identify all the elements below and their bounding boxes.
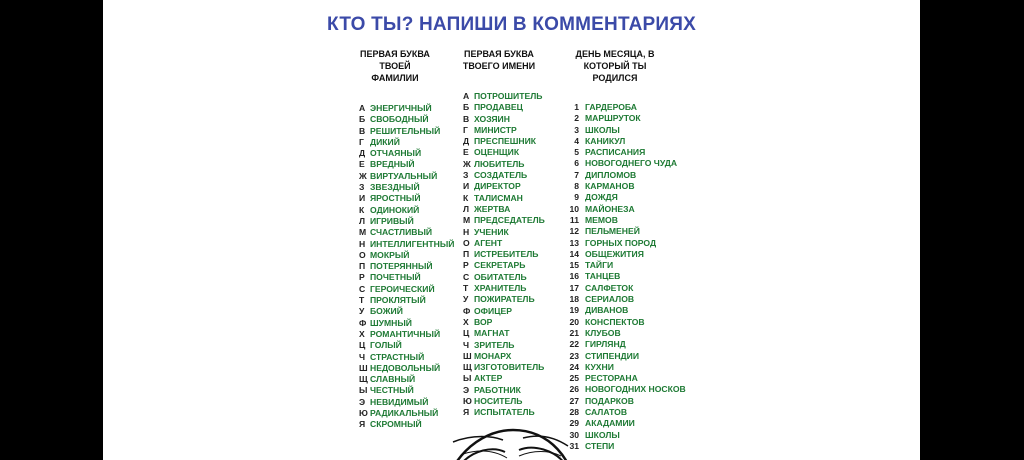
- item-key: 23: [569, 350, 579, 361]
- item-key: 24: [569, 361, 579, 372]
- item-value: ШКОЛЫ: [585, 124, 620, 135]
- item-key: Б: [359, 114, 366, 125]
- list-item: [564, 407, 700, 418]
- item-value: РОМАНТИЧНЫЙ: [370, 328, 441, 339]
- meme-sheet: [103, 0, 920, 460]
- item-key: Щ: [463, 362, 472, 373]
- item-key: У: [359, 306, 365, 317]
- item-value: ИСТРЕБИТЕЛЬ: [474, 249, 539, 260]
- list-item: [564, 339, 700, 350]
- item-value: ОТЧАЯНЫЙ: [370, 148, 422, 159]
- item-key: Л: [463, 203, 470, 214]
- item-value: ЧЕСТНЫЙ: [370, 385, 414, 396]
- item-value: ПРОКЛЯТЫЙ: [370, 295, 426, 306]
- item-key: К: [463, 192, 469, 203]
- item-value: ПРЕСПЕШНИК: [474, 136, 537, 147]
- list-item: [564, 384, 700, 395]
- item-key: М: [463, 215, 471, 226]
- item-value: РАСПИСАНИЯ: [585, 147, 646, 158]
- item-value: ВОР: [474, 316, 493, 327]
- item-key: 6: [574, 158, 579, 169]
- item-key: 12: [569, 226, 579, 237]
- item-key: Я: [359, 419, 366, 430]
- item-key: Ц: [463, 328, 470, 339]
- item-value: КЛУБОВ: [585, 327, 621, 338]
- list-item: [564, 373, 700, 384]
- item-key: 2: [574, 113, 579, 124]
- item-key: 28: [569, 407, 579, 418]
- item-value: ОБЩЕЖИТИЯ: [585, 248, 644, 259]
- item-value: ДИПЛОМОВ: [585, 169, 637, 180]
- item-value: РЕСТОРАНА: [585, 373, 638, 384]
- item-key: 1: [574, 102, 579, 112]
- list-item: [564, 226, 700, 237]
- item-value: НЕВИДИМЫЙ: [370, 396, 429, 407]
- list-item: [564, 362, 700, 373]
- header-line: ДЕНЬ МЕСЯЦА, В: [575, 49, 655, 59]
- item-value: ТАНЦЕВ: [585, 271, 621, 282]
- header-line: ПЕРВАЯ БУКВА: [360, 49, 430, 59]
- list-item: [564, 351, 700, 362]
- item-key: 27: [569, 395, 579, 406]
- item-key: Э: [359, 396, 366, 407]
- item-key: У: [463, 294, 469, 305]
- item-key: В: [359, 125, 366, 136]
- list-item: [564, 305, 700, 316]
- item-key: 31: [569, 440, 579, 451]
- item-value: ПРЕДСЕДАТЕЛЬ: [474, 215, 545, 226]
- item-value: ГИРЛЯНД: [585, 339, 626, 350]
- header-line: ТВОЕЙ ФАМИЛИИ: [371, 61, 419, 83]
- item-value: ХОЗЯИН: [474, 113, 510, 124]
- item-value: СЛАВНЫЙ: [370, 374, 416, 385]
- item-key: Ш: [463, 350, 472, 361]
- item-value: МОКРЫЙ: [370, 249, 410, 260]
- item-key: Э: [463, 384, 470, 395]
- item-key: Х: [359, 328, 365, 339]
- item-key: О: [359, 249, 366, 260]
- item-value: АКТЕР: [474, 373, 503, 384]
- item-key: Г: [359, 136, 364, 147]
- list-item: [564, 249, 700, 260]
- item-key: 30: [569, 429, 579, 440]
- item-value: УЧЕНИК: [474, 226, 509, 237]
- item-key: 15: [569, 260, 579, 271]
- item-value: ПОЧЕТНЫЙ: [370, 272, 421, 283]
- item-value: ИНТЕЛЛИГЕНТНЫЙ: [370, 238, 455, 249]
- item-value: ВИРТУАЛЬНЫЙ: [370, 170, 438, 181]
- list-item: [564, 136, 700, 147]
- item-key: 7: [574, 169, 579, 180]
- item-key: Д: [359, 148, 366, 159]
- item-value: ИСПЫТАТЕЛЬ: [474, 407, 535, 418]
- item-value: ДИРЕКТОР: [474, 181, 521, 192]
- item-key: С: [463, 271, 470, 282]
- list-item: [564, 181, 700, 192]
- column-birthday: [560, 48, 700, 452]
- item-key: Т: [463, 283, 469, 294]
- item-value: НОСИТЕЛЬ: [474, 396, 523, 407]
- list-item: [564, 430, 700, 441]
- list-item: [564, 147, 700, 158]
- item-key: 26: [569, 384, 579, 395]
- item-key: Ч: [463, 339, 470, 350]
- list-item: [564, 125, 700, 136]
- item-key: Ю: [463, 396, 472, 407]
- item-key: Ф: [463, 305, 471, 316]
- item-key: К: [359, 204, 365, 215]
- item-value: РАБОТНИК: [474, 384, 521, 395]
- item-value: КУХНИ: [585, 361, 614, 372]
- item-key: О: [463, 237, 470, 248]
- item-key: П: [463, 249, 470, 260]
- item-value: МАЙОНЕЗА: [585, 203, 635, 214]
- item-value: ГОЛЫЙ: [370, 340, 402, 351]
- item-value: ОБИТАТЕЛЬ: [474, 271, 527, 282]
- list-item: [564, 317, 700, 328]
- item-value: АКАДАМИИ: [585, 418, 635, 429]
- list-item: [564, 158, 700, 169]
- item-value: ЗРИТЕЛЬ: [474, 339, 515, 350]
- item-key: В: [463, 113, 470, 124]
- item-key: А: [463, 91, 470, 101]
- item-value: ТАЙГИ: [585, 260, 614, 271]
- list-item: [564, 418, 700, 429]
- item-key: Ж: [463, 158, 471, 169]
- item-value: САЛАТОВ: [585, 407, 628, 418]
- item-key: Х: [463, 316, 469, 327]
- item-key: Щ: [359, 374, 368, 385]
- list-item: [564, 396, 700, 407]
- item-value: КАРМАНОВ: [585, 181, 635, 192]
- item-value: СЕРИАЛОВ: [585, 294, 635, 305]
- item-value: ШУМНЫЙ: [370, 317, 412, 328]
- item-value: АГЕНТ: [474, 237, 503, 248]
- item-value: МЕМОВ: [585, 214, 618, 225]
- item-key: Ш: [359, 362, 368, 373]
- list-item: [564, 441, 700, 452]
- item-key: 20: [569, 316, 579, 327]
- item-value: ГАРДЕРОБА: [585, 102, 637, 112]
- item-value: МАГНАТ: [474, 328, 510, 339]
- item-key: М: [359, 227, 367, 238]
- item-key: 16: [569, 271, 579, 282]
- item-value: МОНАРХ: [474, 350, 512, 361]
- item-value: НОВОГОДНИХ НОСКОВ: [585, 384, 686, 395]
- list-item: [564, 102, 700, 113]
- item-key: Ф: [359, 317, 367, 328]
- item-value: НОВОГОДНЕГО ЧУДА: [585, 158, 678, 169]
- item-value: ШКОЛЫ: [585, 429, 620, 440]
- item-key: 8: [574, 181, 579, 192]
- list-item: [564, 328, 700, 339]
- list-item: [564, 271, 700, 282]
- item-key: 25: [569, 373, 579, 384]
- item-value: БОЖИЙ: [370, 306, 403, 317]
- item-key: Р: [359, 272, 365, 283]
- item-key: Е: [359, 159, 365, 170]
- item-key: А: [359, 103, 366, 113]
- item-key: Ю: [359, 408, 368, 419]
- troll-face-icon: [433, 422, 583, 460]
- item-key: И: [463, 181, 470, 192]
- item-value: ПОТЕРЯННЫЙ: [370, 261, 433, 272]
- item-value: СТРАСТНЫЙ: [370, 351, 425, 362]
- item-value: ДИВАНОВ: [585, 305, 629, 316]
- item-value: НЕДОВОЛЬНЫЙ: [370, 362, 441, 373]
- item-key: 19: [569, 305, 579, 316]
- item-key: И: [359, 193, 366, 204]
- item-key: 3: [574, 124, 579, 135]
- item-value: СТЕПИ: [585, 440, 615, 451]
- item-value: САЛФЕТОК: [585, 282, 634, 293]
- item-key: Ы: [359, 385, 368, 396]
- item-key: Я: [463, 407, 470, 418]
- item-key: Е: [463, 147, 469, 158]
- list-item: [564, 215, 700, 226]
- item-value: СТИПЕНДИИ: [585, 350, 640, 361]
- item-key: 29: [569, 418, 579, 429]
- list-item: [564, 260, 700, 271]
- item-value: РЕШИТЕЛЬНЫЙ: [370, 125, 441, 136]
- item-key: 14: [569, 248, 579, 259]
- item-key: 5: [574, 147, 579, 158]
- item-key: 21: [569, 327, 579, 338]
- item-value: КАНИКУЛ: [585, 135, 626, 146]
- item-key: Р: [463, 260, 469, 271]
- item-value: СОЗДАТЕЛЬ: [474, 170, 528, 181]
- item-key: 11: [569, 214, 579, 225]
- item-key: З: [463, 170, 469, 181]
- item-value: ПОДАРКОВ: [585, 395, 634, 406]
- item-value: ТАЛИСМАН: [474, 192, 523, 203]
- list-item: [564, 170, 700, 181]
- item-key: Н: [463, 226, 470, 237]
- item-value: ПРОДАВЕЦ: [474, 102, 523, 113]
- list-item: [564, 192, 700, 203]
- item-value: ГОРНЫХ ПОРОД: [585, 237, 657, 248]
- item-key: Ч: [359, 351, 366, 362]
- column-header: [459, 48, 539, 72]
- item-key: З: [359, 182, 365, 193]
- item-value: ЛЮБИТЕЛЬ: [474, 158, 525, 169]
- item-key: 9: [574, 192, 579, 203]
- header-line: КОТОРЫЙ ТЫ РОДИЛСЯ: [583, 61, 647, 83]
- item-value: ЭНЕРГИЧНЫЙ: [370, 103, 432, 113]
- item-key: Г: [463, 124, 468, 135]
- column-header: [355, 48, 435, 84]
- item-value: ЗВЕЗДНЫЙ: [370, 182, 420, 193]
- item-key: 13: [569, 237, 579, 248]
- list-item: [564, 294, 700, 305]
- list-item: [564, 113, 700, 124]
- page-title: КТО ТЫ? НАПИШИ В КОММЕНТАРИЯХ: [327, 14, 696, 35]
- item-key: Б: [463, 102, 470, 113]
- item-key: Н: [359, 238, 366, 249]
- item-value: ВРЕДНЫЙ: [370, 159, 415, 170]
- list: [560, 102, 700, 452]
- item-value: ПЕЛЬМЕНЕЙ: [585, 226, 640, 237]
- item-value: ЯРОСТНЫЙ: [370, 193, 421, 204]
- item-value: ИЗГОТОВИТЕЛЬ: [474, 362, 545, 373]
- item-value: ХРАНИТЕЛЬ: [474, 283, 527, 294]
- list-item: [564, 283, 700, 294]
- item-value: СКРОМНЫЙ: [370, 419, 422, 430]
- item-key: Ж: [359, 170, 367, 181]
- item-key: Ы: [463, 373, 472, 384]
- item-value: ГЕРОИЧЕСКИЙ: [370, 283, 435, 294]
- item-value: ПОТРОШИТЕЛЬ: [474, 91, 543, 101]
- list-item: [564, 204, 700, 215]
- item-value: ЖЕРТВА: [474, 203, 511, 214]
- header-line: ТВОЕГО ИМЕНИ: [462, 61, 536, 71]
- item-key: 22: [569, 339, 579, 350]
- item-value: МАРШРУТОК: [585, 113, 641, 124]
- item-key: 18: [569, 294, 579, 305]
- item-value: ИГРИВЫЙ: [370, 215, 414, 226]
- item-key: Д: [463, 136, 470, 147]
- item-value: СЧАСТЛИВЫЙ: [370, 227, 433, 238]
- item-value: СЕКРЕТАРЬ: [474, 260, 526, 271]
- item-key: П: [359, 261, 366, 272]
- list-item: [564, 238, 700, 249]
- item-value: РАДИКАЛЬНЫЙ: [370, 408, 439, 419]
- item-value: ОФИЦЕР: [474, 305, 512, 316]
- item-value: ОЦЕНЩИК: [474, 147, 520, 158]
- item-value: ОДИНОКИЙ: [370, 204, 420, 215]
- item-key: 10: [569, 203, 579, 214]
- item-key: С: [359, 283, 366, 294]
- item-key: 17: [569, 282, 579, 293]
- item-key: Т: [359, 295, 365, 306]
- item-key: 4: [574, 135, 579, 146]
- item-value: ПОЖИРАТЕЛЬ: [474, 294, 535, 305]
- item-value: МИНИСТР: [474, 124, 517, 135]
- item-value: КОНСПЕКТОВ: [585, 316, 645, 327]
- item-value: ДИКИЙ: [370, 136, 400, 147]
- item-value: ДОЖДЯ: [585, 192, 618, 203]
- item-key: Л: [359, 215, 366, 226]
- header-line: ПЕРВАЯ БУКВА: [464, 49, 534, 59]
- column-header: [560, 48, 670, 84]
- item-key: Ц: [359, 340, 366, 351]
- item-value: СВОБОДНЫЙ: [370, 114, 429, 125]
